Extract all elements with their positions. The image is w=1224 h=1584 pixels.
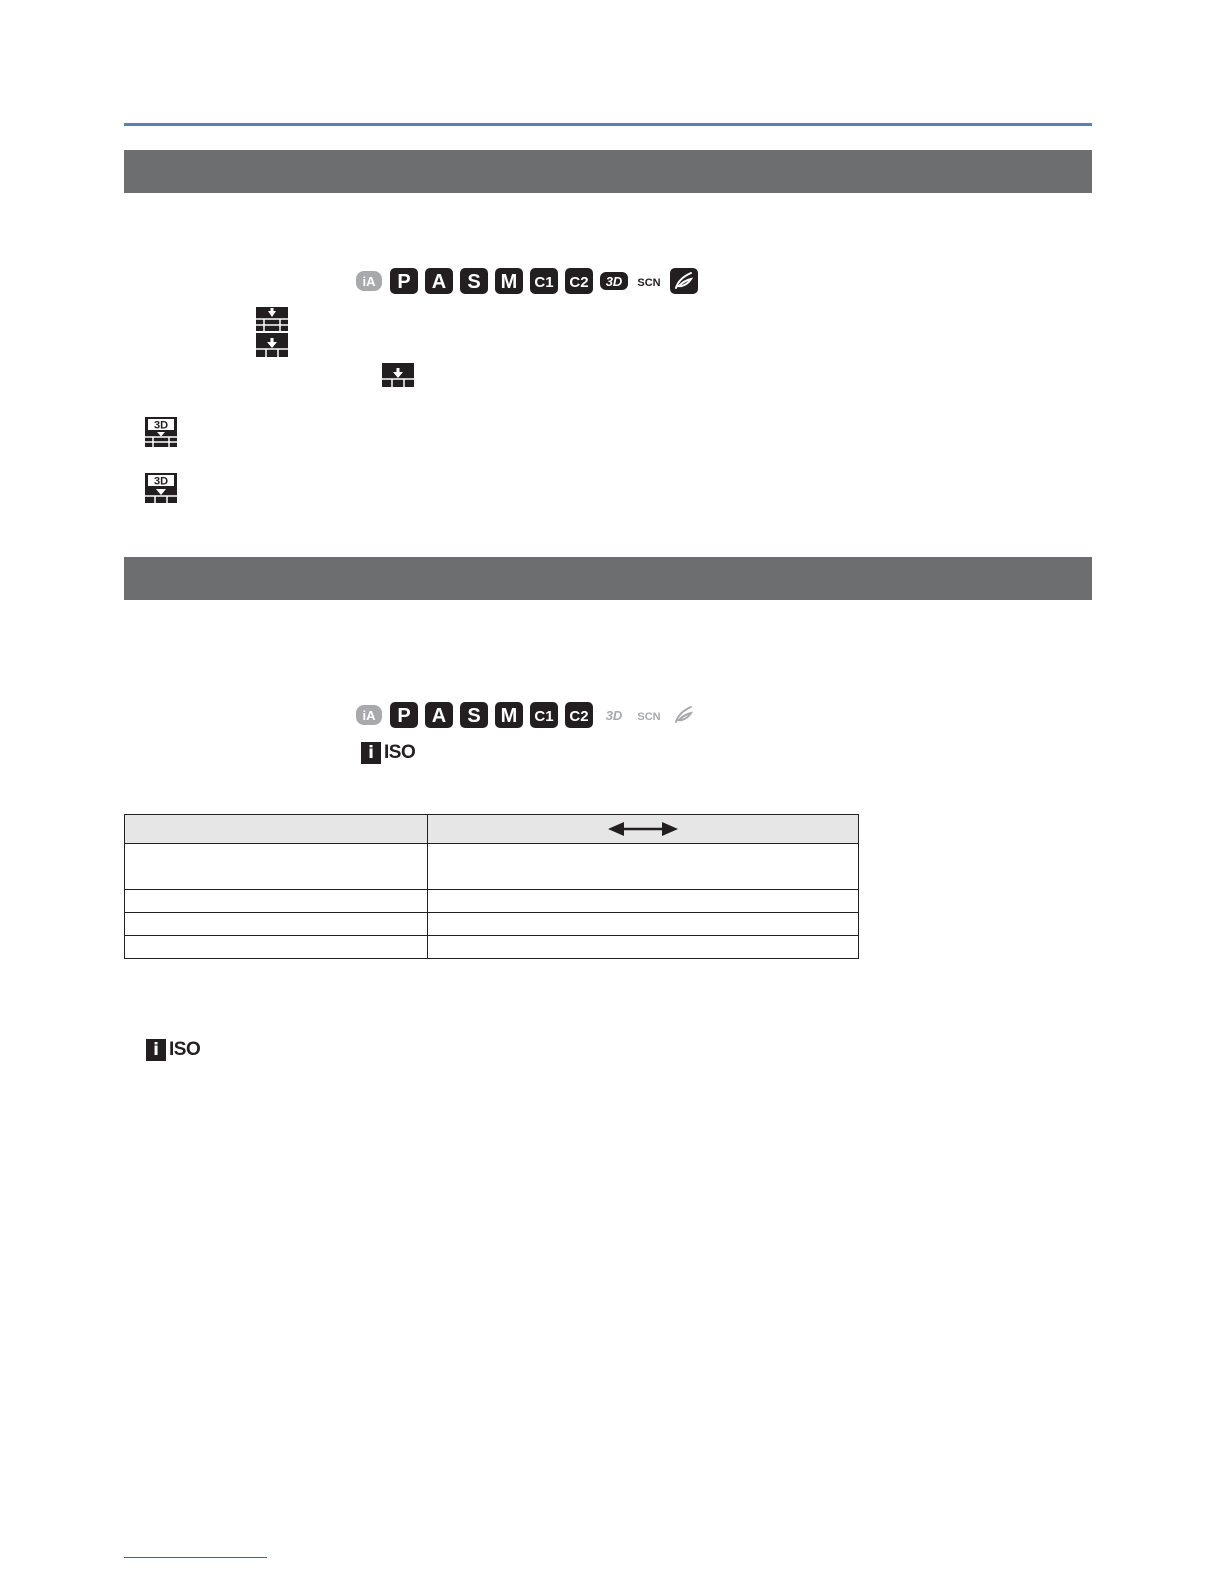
- table-row: [125, 844, 859, 890]
- m-mode-icon: [494, 701, 524, 729]
- mode-label: 3D: [605, 274, 623, 289]
- mode-label: S: [467, 705, 481, 727]
- mode-label: iA: [362, 708, 376, 723]
- 3d-label: 3D: [153, 419, 169, 432]
- c1-mode-icon: [529, 701, 559, 729]
- mode-label: A: [431, 705, 447, 727]
- mode-label: C1: [534, 708, 554, 725]
- top-rule: [124, 123, 1092, 126]
- mode-label: iA: [362, 274, 376, 289]
- m-mode-icon: [494, 267, 524, 295]
- c2-mode-icon: [564, 267, 594, 295]
- 3d-high-quality-icon: [145, 417, 177, 447]
- p-mode-icon: [389, 267, 419, 295]
- iso-label: ISO: [384, 742, 416, 763]
- high-quality-burst-icon: [256, 307, 288, 331]
- table-cell: [125, 844, 428, 890]
- table-row: [125, 936, 859, 959]
- mode-label: 3D: [605, 708, 623, 723]
- table-cell: [428, 913, 859, 936]
- standard-quality-inline-icon: [382, 363, 414, 387]
- 3d-mode-icon: [599, 701, 629, 729]
- iso-settings-table: [124, 814, 859, 959]
- table-row: [125, 890, 859, 913]
- table-cell: [125, 890, 428, 913]
- intelligent-iso-icon: [146, 1038, 200, 1062]
- table-header-cell: [125, 815, 428, 844]
- mode-label: A: [431, 271, 447, 293]
- table-cell: [428, 890, 859, 913]
- table-cell: [428, 936, 859, 959]
- table-cell: [428, 844, 859, 890]
- creative-mode-icon: [669, 701, 699, 729]
- c2-mode-icon: [564, 701, 594, 729]
- mode-label: M: [500, 271, 518, 293]
- standard-quality-icon: [256, 333, 288, 357]
- left-right-arrow-icon: [608, 820, 678, 838]
- a-mode-icon: [424, 267, 454, 295]
- mode-label: C2: [569, 708, 589, 725]
- table-header-cell: [428, 815, 859, 844]
- info-i-icon: i: [361, 742, 381, 764]
- scn-mode-icon: [634, 701, 664, 729]
- creative-mode-icon: [669, 267, 699, 295]
- iso-label: ISO: [169, 1039, 201, 1060]
- section-header-bar-2: [124, 557, 1092, 600]
- table-cell: [125, 936, 428, 959]
- c1-mode-icon: [529, 267, 559, 295]
- table-cell: [125, 913, 428, 936]
- mode-label: SCN: [637, 711, 661, 723]
- footer-link-underline[interactable]: [124, 1557, 267, 1558]
- mode-label: S: [467, 271, 481, 293]
- intelligent-iso-icon: [361, 741, 415, 765]
- recording-mode-icons-1: [354, 267, 699, 295]
- recording-mode-icons-2: [354, 701, 699, 729]
- info-i-icon: i: [146, 1039, 166, 1061]
- mode-label: P: [397, 271, 411, 293]
- s-mode-icon: [459, 267, 489, 295]
- mode-label: C2: [569, 274, 589, 291]
- ia-mode-icon: [354, 701, 384, 729]
- mode-label: C1: [534, 274, 554, 291]
- s-mode-icon: [459, 701, 489, 729]
- table-header-row: [125, 815, 859, 844]
- 3d-mode-icon: [599, 267, 629, 295]
- table-row: [125, 913, 859, 936]
- mode-label: P: [397, 705, 411, 727]
- ia-mode-icon: [354, 267, 384, 295]
- mode-label: M: [500, 705, 518, 727]
- 3d-label: 3D: [153, 475, 169, 488]
- a-mode-icon: [424, 701, 454, 729]
- scn-mode-icon: [634, 267, 664, 295]
- p-mode-icon: [389, 701, 419, 729]
- mode-label: SCN: [637, 277, 661, 289]
- 3d-standard-quality-icon: [145, 473, 177, 503]
- section-header-bar-1: [124, 150, 1092, 193]
